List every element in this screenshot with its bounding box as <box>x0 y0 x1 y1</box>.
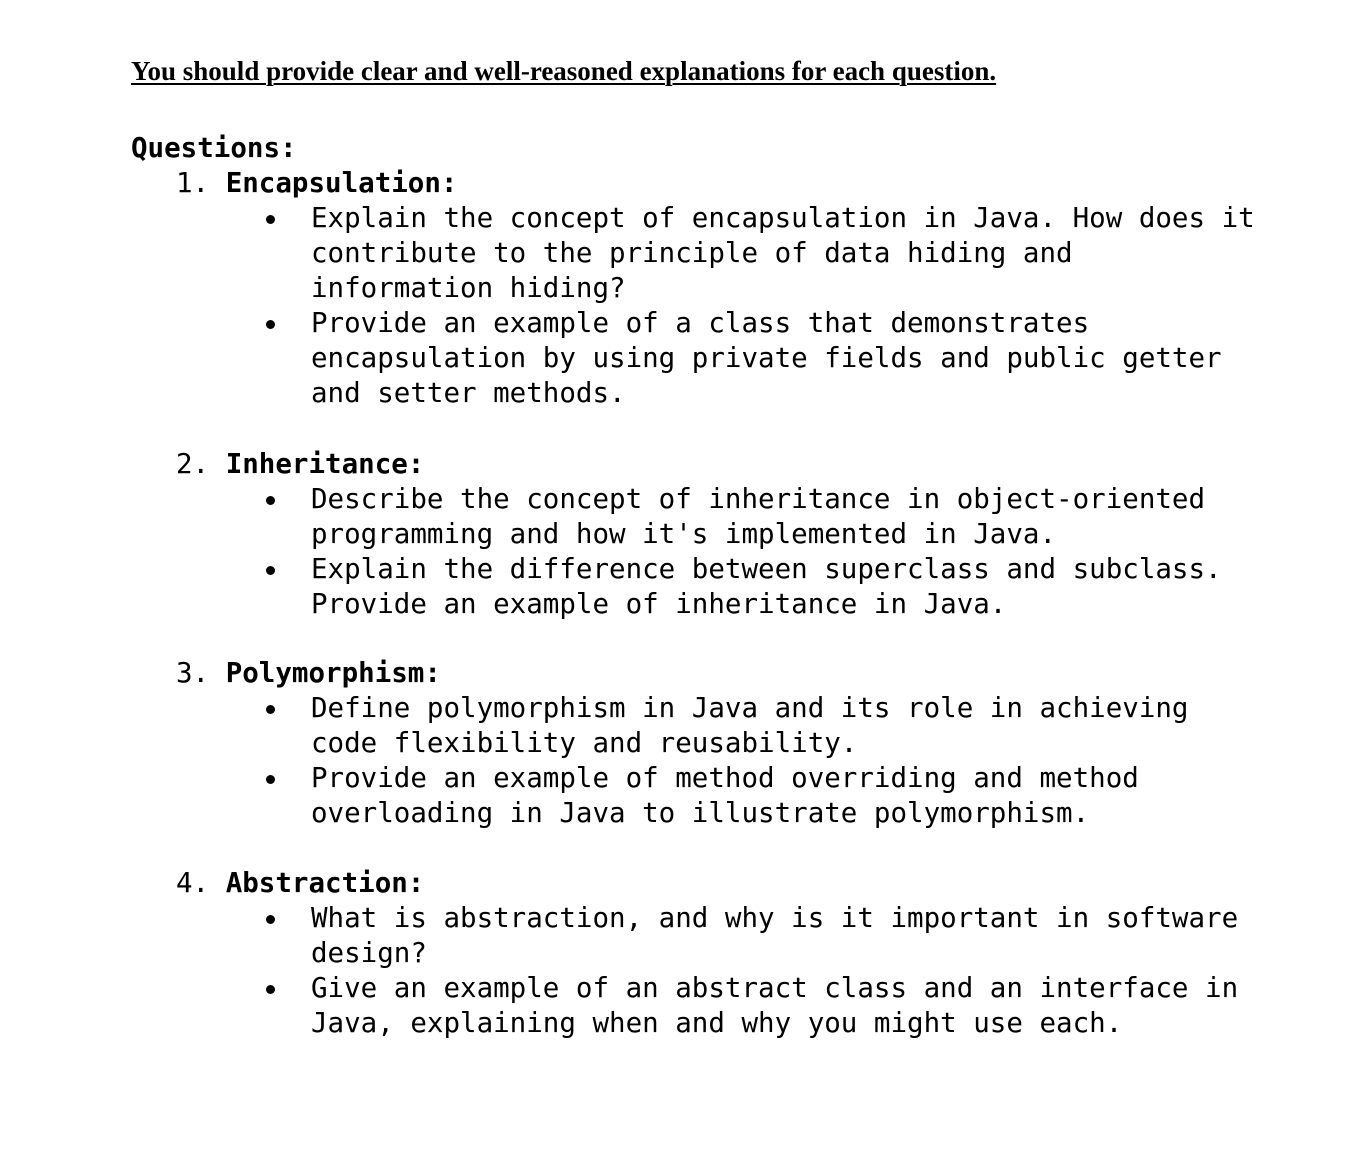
bullet-list <box>0 482 1371 622</box>
section-number: 4. <box>176 867 210 899</box>
list-item <box>0 201 1371 306</box>
section-name: Abstraction: <box>225 867 425 899</box>
section-name: Polymorphism: <box>225 657 441 689</box>
list-item <box>0 306 1371 411</box>
bullet-icon <box>266 320 275 329</box>
bullet-list <box>0 901 1371 1041</box>
section-title <box>176 166 457 201</box>
bullet-icon <box>266 915 275 924</box>
bullet-text: Provide an example of method overriding and method overloading in Java to illustrate polymorphism. <box>311 762 1139 829</box>
section-title <box>176 447 424 482</box>
bullet-text: What is abstraction, and why is it important in software design? <box>311 902 1239 969</box>
list-item <box>0 552 1371 622</box>
bullet-icon <box>266 566 275 575</box>
list-item <box>0 971 1371 1041</box>
list-item <box>0 482 1371 552</box>
section-number: 1. <box>176 167 210 199</box>
bullet-icon <box>266 705 275 714</box>
bullet-icon <box>266 215 275 224</box>
section-title <box>176 866 424 901</box>
bullet-icon <box>266 985 275 994</box>
bullet-text: Give an example of an abstract class and an interface in Java, explaining when and why you might use each. <box>311 972 1239 1039</box>
bullet-icon <box>266 775 275 784</box>
bullet-list <box>0 201 1371 411</box>
list-item <box>0 691 1371 761</box>
bullet-text: Explain the difference between superclass and subclass. Provide an example of inheritance in Java. <box>311 553 1222 620</box>
bullet-text: Provide an example of a class that demonstrates encapsulation by using private fields and public getter and setter methods. <box>311 307 1222 409</box>
section-name: Encapsulation: <box>225 167 458 199</box>
bullet-text: Define polymorphism in Java and its role in achieving code flexibility and reusability. <box>311 692 1189 759</box>
bullet-list <box>0 691 1371 831</box>
section-number: 2. <box>176 448 210 480</box>
bullet-text: Describe the concept of inheritance in object-oriented programming and how it's implemented in Java. <box>311 483 1206 550</box>
section-name: Inheritance: <box>225 448 425 480</box>
bullet-icon <box>266 496 275 505</box>
list-item <box>0 901 1371 971</box>
questions-heading: Questions: <box>131 132 297 164</box>
section-title <box>176 656 441 691</box>
bullet-text: Explain the concept of encapsulation in Java. How does it contribute to the principle of data hiding and information hiding? <box>311 202 1255 304</box>
section-number: 3. <box>176 657 210 689</box>
list-item <box>0 761 1371 831</box>
instruction-heading: You should provide clear and well-reasoned explanations for each question. <box>131 56 997 86</box>
